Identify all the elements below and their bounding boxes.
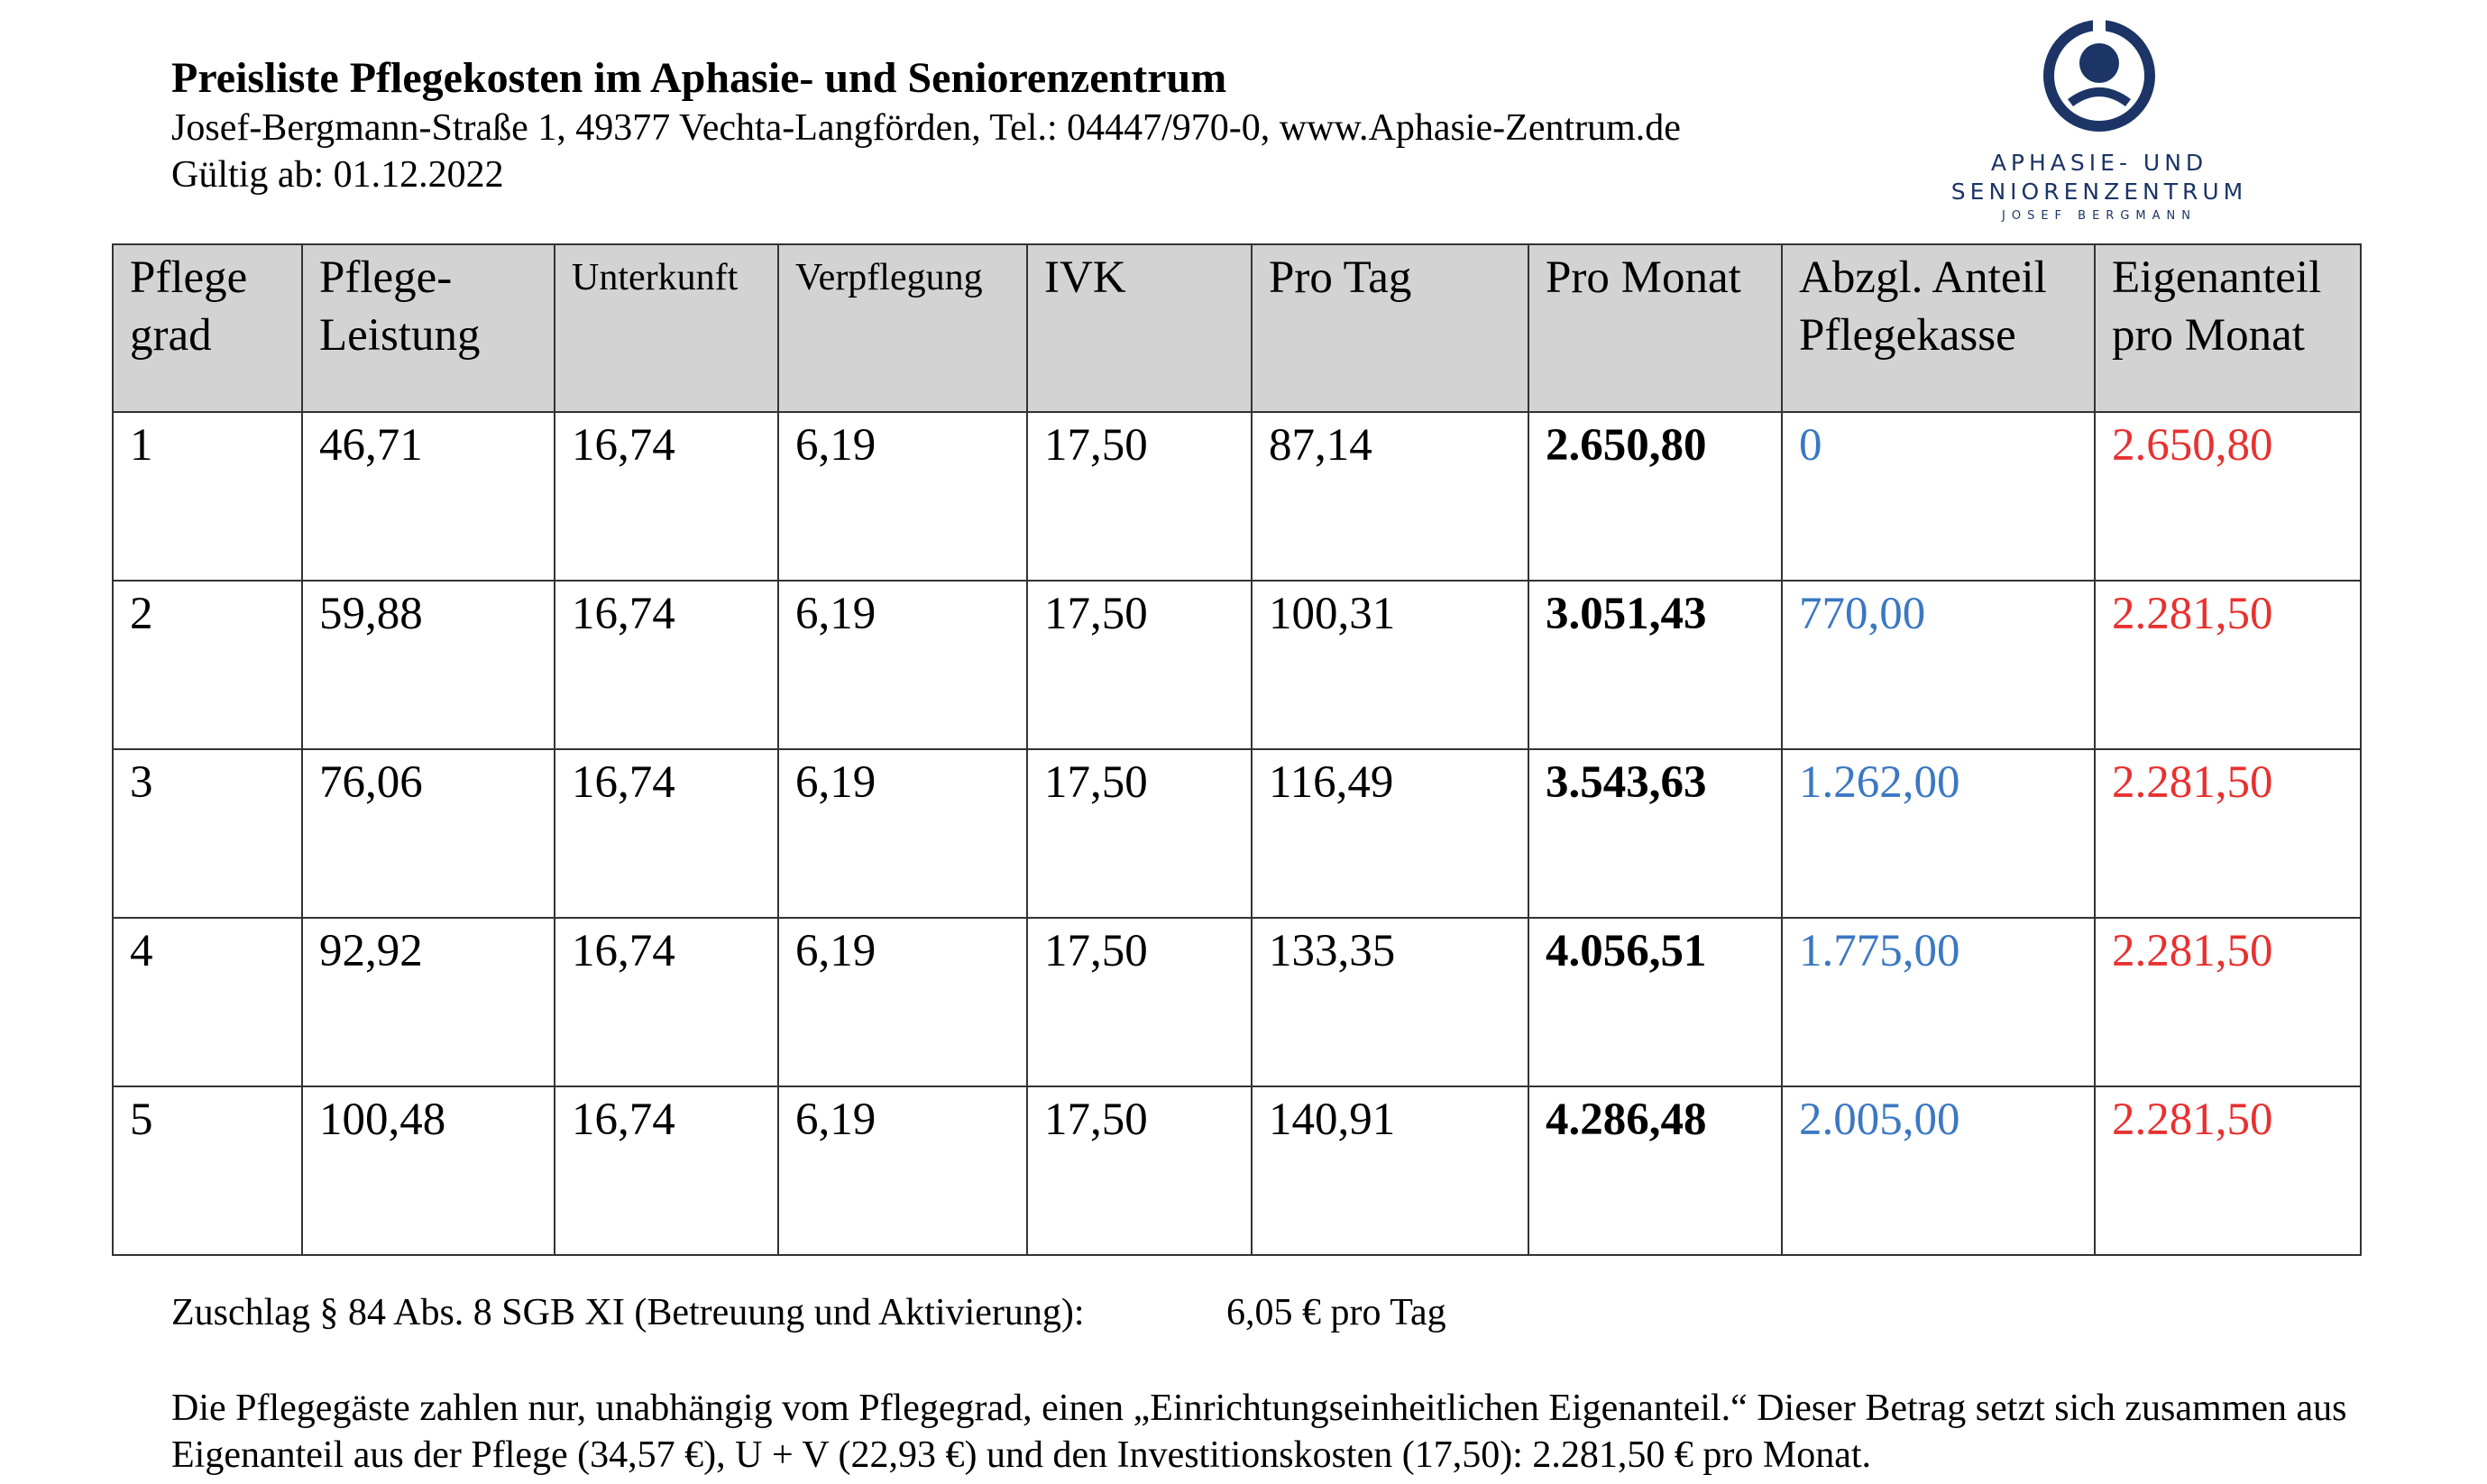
cell-ivk: 17,50 — [1027, 581, 1252, 749]
logo-text-line1: APHASIE- UND — [1990, 150, 2208, 176]
header-eigenanteil: Eigenanteil pro Monat — [2095, 244, 2361, 412]
cell-pflege-leistung: 76,06 — [302, 749, 555, 918]
cell-ivk: 17,50 — [1027, 1086, 1252, 1255]
cell-unterkunft: 16,74 — [555, 1086, 778, 1255]
price-table — [112, 243, 2362, 1256]
cell-eigenanteil: 2.281,50 — [2095, 749, 2361, 918]
header-ivk: IVK — [1027, 244, 1252, 412]
cell-abzgl-anteil: 770,00 — [1782, 581, 2095, 749]
cell-pflege-leistung: 59,88 — [302, 581, 555, 749]
cell-unterkunft: 16,74 — [555, 412, 778, 581]
logo-emblem-icon — [2036, 16, 2162, 142]
cell-pro-tag: 87,14 — [1252, 412, 1528, 581]
document-header — [171, 52, 1681, 198]
cell-verpflegung: 6,19 — [778, 918, 1027, 1086]
cell-grad: 2 — [113, 581, 302, 749]
cell-pro-monat: 3.051,43 — [1528, 581, 1782, 749]
header-pro-tag: Pro Tag — [1252, 244, 1528, 412]
cell-ivk: 17,50 — [1027, 918, 1252, 1086]
cell-abzgl-anteil: 2.005,00 — [1782, 1086, 2095, 1255]
cell-eigenanteil: 2.281,50 — [2095, 918, 2361, 1086]
cell-unterkunft: 16,74 — [555, 581, 778, 749]
table-row — [113, 581, 2361, 749]
cell-grad: 4 — [113, 918, 302, 1086]
cell-pro-monat: 4.286,48 — [1528, 1086, 1782, 1255]
cell-eigenanteil: 2.281,50 — [2095, 581, 2361, 749]
cost-note-line2: Eigenanteil aus der Pflege (34,57 €), U + V (22,93 €) und den Investitionskosten (17,50): 2.281,50 € pro Monat. — [171, 1434, 1872, 1476]
cell-verpflegung: 6,19 — [778, 412, 1027, 581]
cell-unterkunft: 16,74 — [555, 749, 778, 918]
header-verpflegung: Verpflegung — [778, 244, 1027, 412]
cell-eigenanteil: 2.650,80 — [2095, 412, 2361, 581]
table-row — [113, 412, 2361, 581]
logo-text-line3: JOSEF BERGMANN — [2002, 209, 2197, 223]
header-pro-monat: Pro Monat — [1528, 244, 1782, 412]
cell-verpflegung: 6,19 — [778, 581, 1027, 749]
cell-verpflegung: 6,19 — [778, 1086, 1027, 1255]
cell-grad: 3 — [113, 749, 302, 918]
logo-text-line2: SENIORENZENTRUM — [1950, 179, 2248, 205]
table-header-row — [113, 244, 2361, 412]
cost-note-line1: Die Pflegegäste zahlen nur, unabhängig vom Pflegegrad, einen „Einrichtungseinheitlichen Eigenanteil.“ Dieser Betrag setzt sich zusammen aus — [171, 1388, 2347, 1429]
cell-ivk: 17,50 — [1027, 749, 1252, 918]
cell-pflege-leistung: 100,48 — [302, 1086, 555, 1255]
header-abzgl-anteil: Abzgl. Anteil Pflegekasse — [1782, 244, 2095, 412]
header-pflege-leistung: Pflege-Leistung — [302, 244, 555, 412]
table-row — [113, 918, 2361, 1086]
cell-ivk: 17,50 — [1027, 412, 1252, 581]
table-row — [113, 1086, 2361, 1255]
surcharge-line — [171, 1289, 1446, 1336]
cell-pro-tag: 100,31 — [1252, 581, 1528, 749]
table-row — [113, 749, 2361, 918]
surcharge-value: 6,05 € pro Tag — [1226, 1292, 1446, 1333]
address-line: Josef-Bergmann-Straße 1, 49377 Vechta-Langförden, Tel.: 04447/970-0, www.Aphasie-Zentrum.de — [171, 107, 1681, 149]
cell-pro-tag: 133,35 — [1252, 918, 1528, 1086]
cell-unterkunft: 16,74 — [555, 918, 778, 1086]
cell-verpflegung: 6,19 — [778, 749, 1027, 918]
valid-from: Gültig ab: 01.12.2022 — [171, 154, 504, 196]
cell-pro-monat: 2.650,80 — [1528, 412, 1782, 581]
cell-eigenanteil: 2.281,50 — [2095, 1086, 2361, 1255]
cell-pflege-leistung: 92,92 — [302, 918, 555, 1086]
cell-grad: 1 — [113, 412, 302, 581]
cost-note — [171, 1385, 2347, 1479]
cell-grad: 5 — [113, 1086, 302, 1255]
cell-pro-tag: 116,49 — [1252, 749, 1528, 918]
cell-abzgl-anteil: 0 — [1782, 412, 2095, 581]
page-title: Preisliste Pflegekosten im Aphasie- und Seniorenzentrum — [171, 54, 1227, 102]
cell-abzgl-anteil: 1.775,00 — [1782, 918, 2095, 1086]
cell-pflege-leistung: 46,71 — [302, 412, 555, 581]
cell-pro-monat: 4.056,51 — [1528, 918, 1782, 1086]
header-pflegegrad: Pflege grad — [113, 244, 302, 412]
surcharge-label: Zuschlag § 84 Abs. 8 SGB XI (Betreuung und Aktivierung): — [171, 1292, 1085, 1333]
cell-pro-monat: 3.543,63 — [1528, 749, 1782, 918]
center-logo — [1937, 16, 2262, 233]
cell-pro-tag: 140,91 — [1252, 1086, 1528, 1255]
header-unterkunft: Unterkunft — [555, 244, 778, 412]
cell-abzgl-anteil: 1.262,00 — [1782, 749, 2095, 918]
